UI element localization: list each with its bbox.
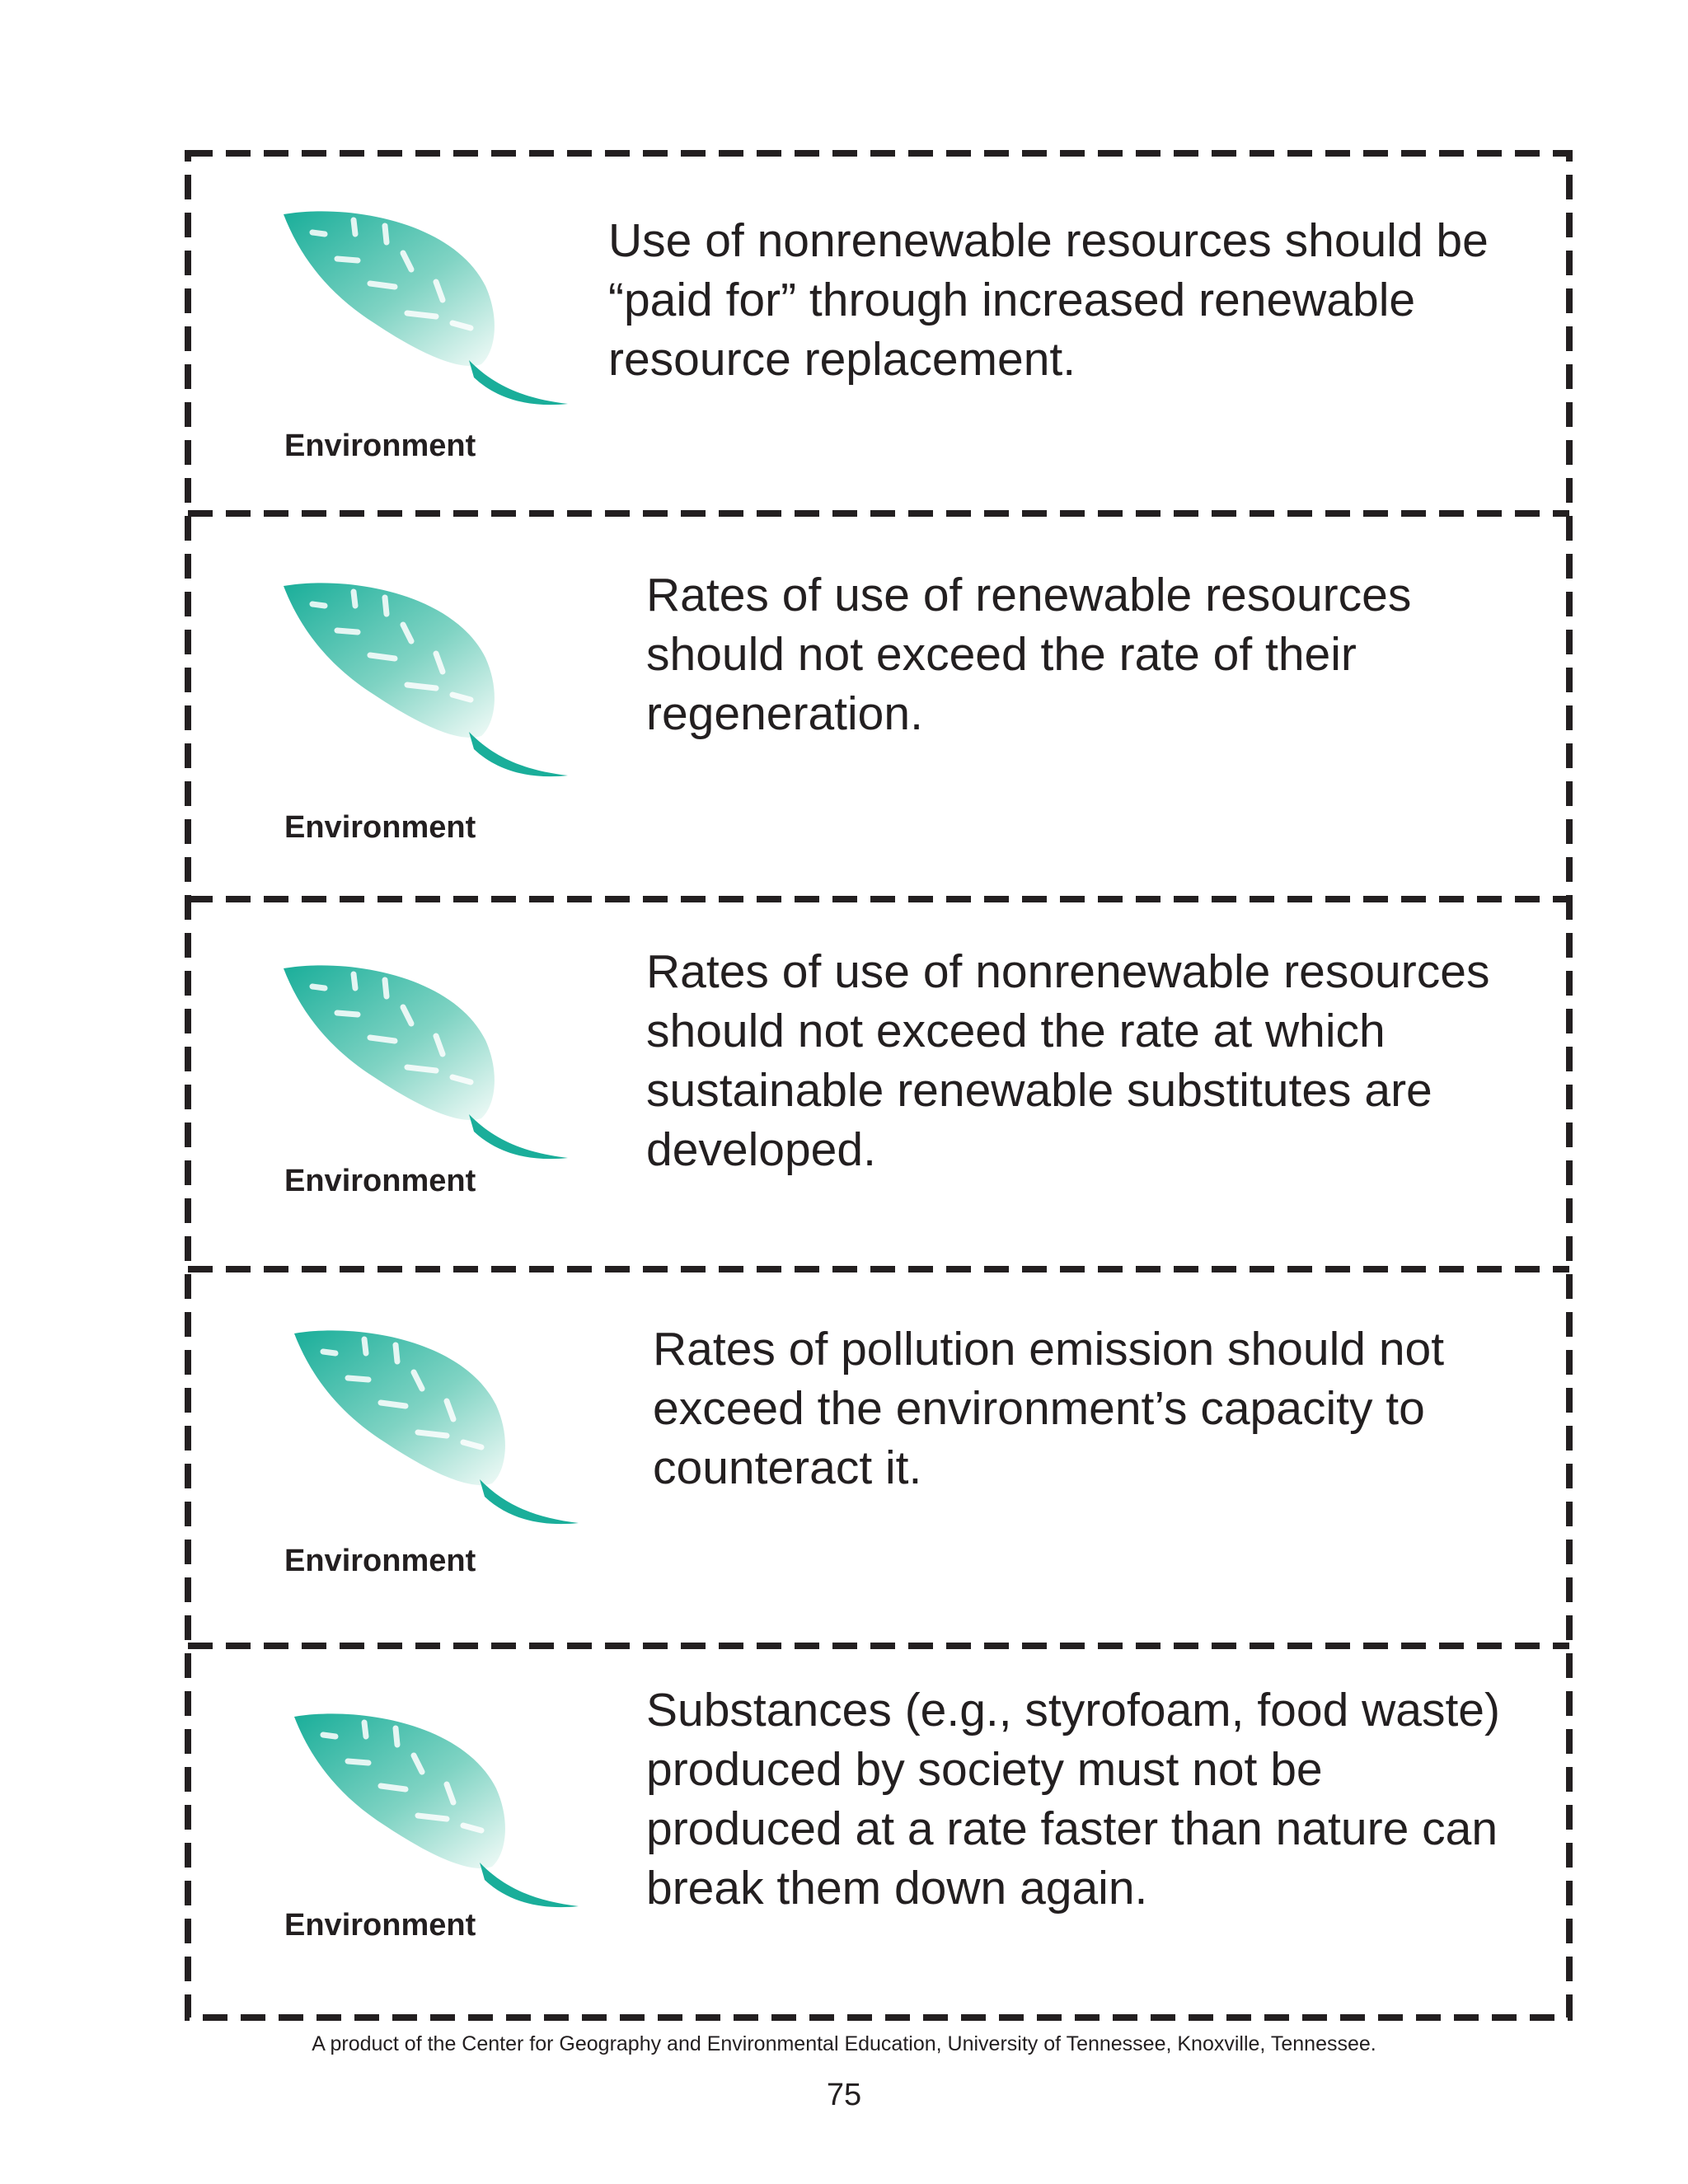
principle-statement: Rates of use of nonrenewable resources should not exceed the rate at which sustainable renewable substitutes are developed. — [646, 945, 1490, 1176]
principle-statement: Substances (e.g., styrofoam, food waste) produced by society must not be produced at a rate faster than nature can break them down again. — [646, 1684, 1500, 1915]
principle-card — [185, 899, 1573, 1269]
principle-card — [185, 1269, 1573, 1646]
principle-card — [185, 1646, 1573, 2021]
category-label: Environment — [284, 1908, 476, 1943]
category-label: Environment — [284, 429, 476, 463]
leaf-icon — [290, 1327, 587, 1533]
leaf-icon — [279, 579, 576, 785]
leaf-icon — [290, 1710, 587, 1916]
leaf-icon — [279, 962, 576, 1168]
leaf-icon — [279, 208, 576, 414]
principle-card — [185, 513, 1573, 899]
category-label: Environment — [284, 1164, 476, 1198]
category-label: Environment — [284, 1544, 476, 1578]
page-number: 75 — [826, 2078, 862, 2112]
footer-credit: A product of the Center for Geography and Environmental Education, University of Tennessee, Knoxville, Tennessee. — [312, 2032, 1376, 2055]
card-sheet — [185, 150, 1573, 2021]
principle-statement: Rates of pollution emission should not exceed the environment’s capacity to counteract it. — [653, 1323, 1445, 1494]
category-label: Environment — [284, 810, 476, 845]
principle-statement: Use of nonrenewable resources should be “paid for” through increased renewable resource replacement. — [608, 214, 1489, 386]
principle-card — [185, 150, 1573, 513]
principle-statement: Rates of use of renewable resources should not exceed the rate of their regeneration. — [646, 569, 1412, 740]
